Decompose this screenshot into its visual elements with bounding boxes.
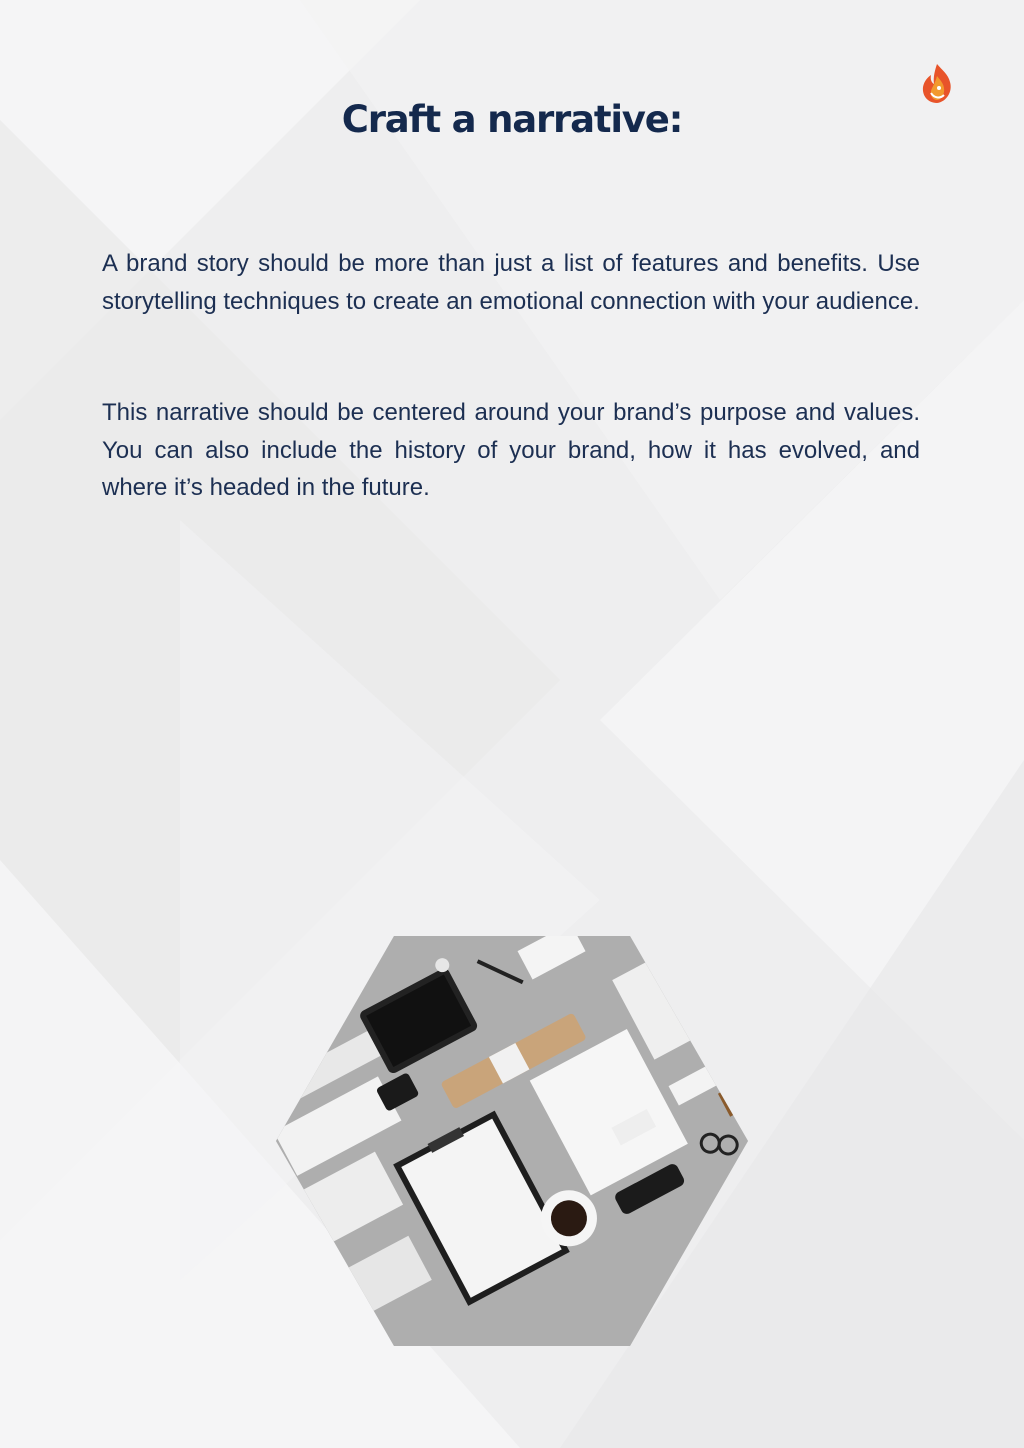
body-paragraph-2: This narrative should be centered around your brand’s purpose and values. You can also include the history of your brand, how it has evolved, and where it’s headed in the future. (102, 399, 920, 501)
page-title: Craft a narrative: (341, 98, 683, 141)
body-paragraph-1: A brand story should be more than just a list of features and benefits. Use storytelling techniques to create an emotional connection with your audience. (102, 250, 920, 315)
stationery-mockup-image (276, 936, 748, 1346)
